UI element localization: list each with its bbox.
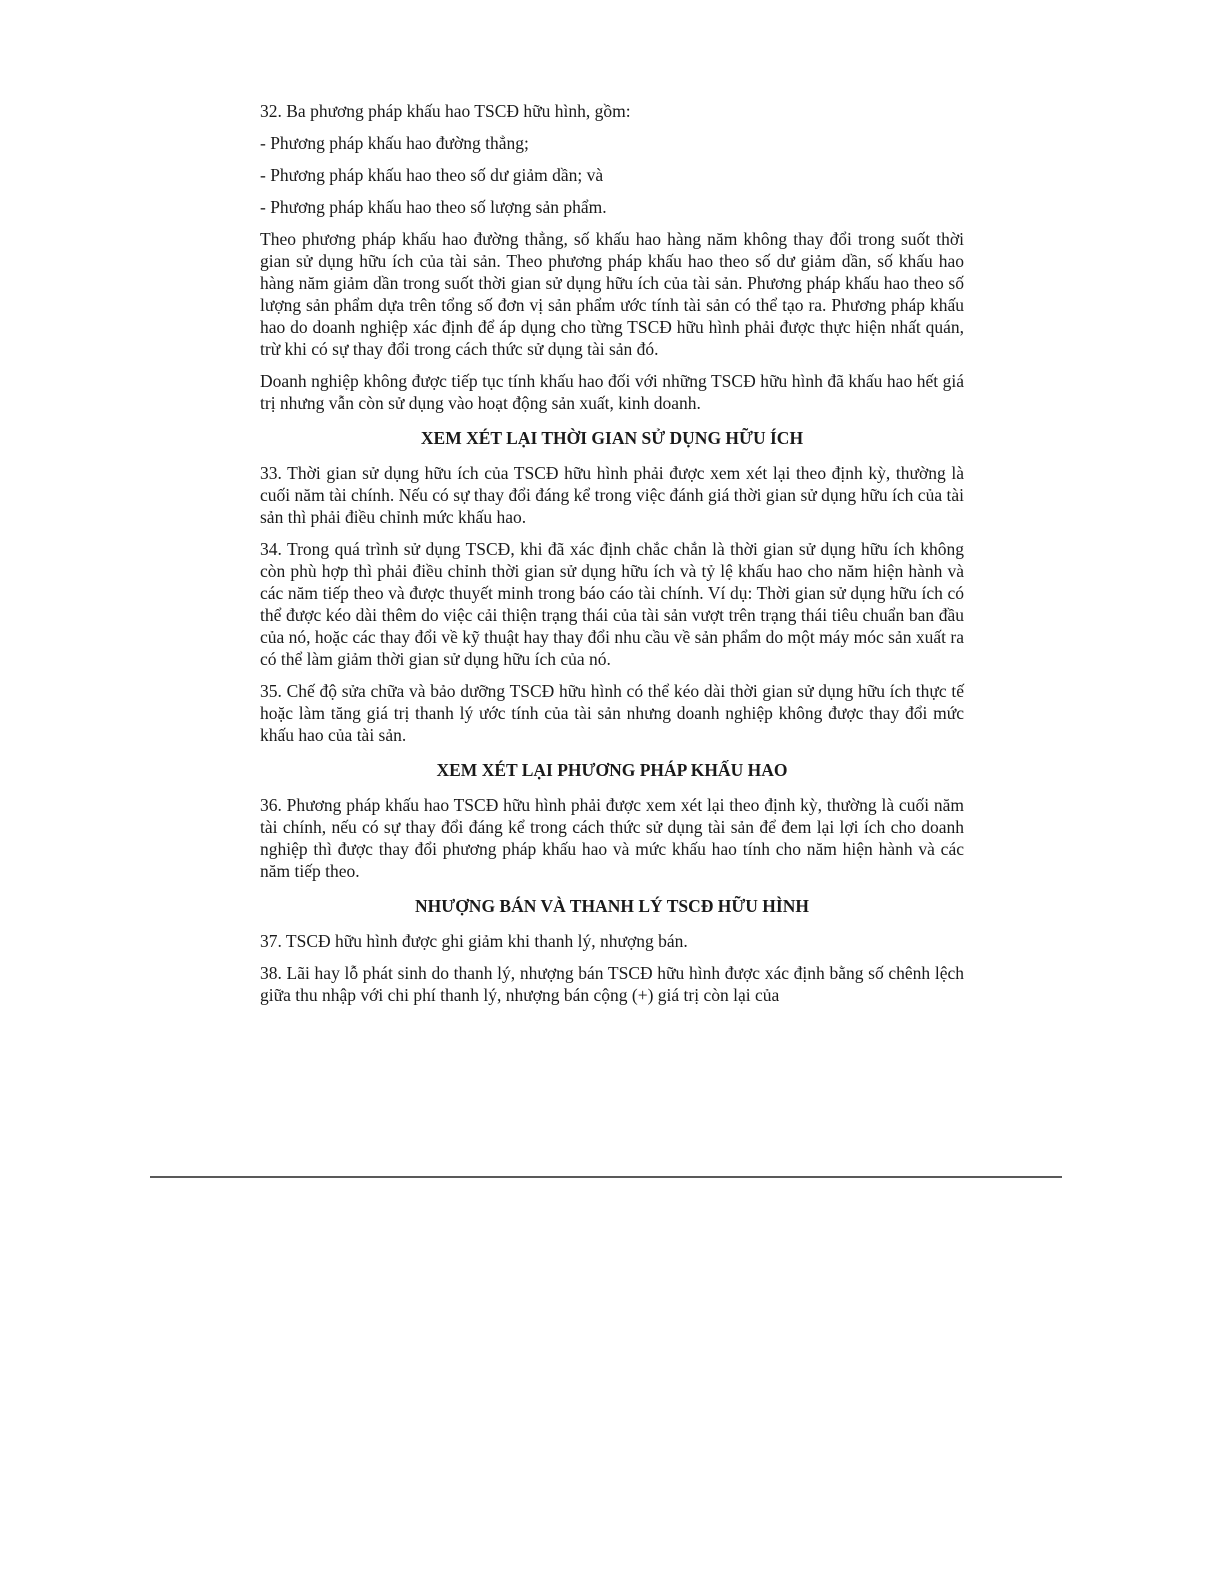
list-item-units-of-production: - Phương pháp khấu hao theo số lượng sản phẩm. xyxy=(260,197,607,217)
section-heading-depreciation-method-review: XEM XÉT LẠI PHƯƠNG PHÁP KHẤU HAO xyxy=(436,760,788,780)
section-heading-disposal: NHƯỢNG BÁN VÀ THANH LÝ TSCĐ HỮU HÌNH xyxy=(415,896,809,916)
document-content xyxy=(260,100,964,1016)
paragraph-34: 34. Trong quá trình sử dụng TSCĐ, khi đã xác định chắc chắn là thời gian sử dụng hữu ích không còn phù hợp thì phải điều chỉnh thời gian sử dụng hữu ích và tỷ lệ khấu hao cho năm hiện hành và các năm tiếp theo và được thuyết minh trong báo cáo tài chính. Ví dụ: Thời gian sử dụng hữu ích có thể được kéo dài thêm do việc cải thiện trạng thái của tài sản vượt trên trạng thái tiêu chuẩn ban đầu của nó, hoặc các thay đổi về kỹ thuật hay thay đổi nhu cầu về sản phẩm do một máy móc sản xuất ra có thể làm giảm thời gian sử dụng hữu ích của nó. xyxy=(260,539,964,669)
paragraph-37: 37. TSCĐ hữu hình được ghi giảm khi thanh lý, nhượng bán. xyxy=(260,931,688,951)
paragraph-36: 36. Phương pháp khấu hao TSCĐ hữu hình phải được xem xét lại theo định kỳ, thường là cuối năm tài chính, nếu có sự thay đổi đáng kể trong cách thức sử dụng tài sản để đem lại lợi ích cho doanh nghiệp thì được thay đổi phương pháp khấu hao và mức khấu hao tính cho năm hiện hành và các năm tiếp theo. xyxy=(260,795,964,881)
list-item-declining-balance: - Phương pháp khấu hao theo số dư giảm dần; và xyxy=(260,165,604,185)
paragraph-35: 35. Chế độ sửa chữa và bảo dưỡng TSCĐ hữu hình có thể kéo dài thời gian sử dụng hữu ích thực tế hoặc làm tăng giá trị thanh lý ước tính của tài sản nhưng doanh nghiệp không được thay đổi mức khấu hao của tài sản. xyxy=(260,681,964,745)
paragraph-methods-description: Theo phương pháp khấu hao đường thẳng, số khấu hao hàng năm không thay đổi trong suốt thời gian sử dụng hữu ích của tài sản. Theo phương pháp khấu hao theo số dư giảm dần, số khấu hao hàng năm giảm dần trong suốt thời gian sử dụng hữu ích của tài sản. Phương pháp khấu hao theo số lượng sản phẩm dựa trên tổng số đơn vị sản phẩm ước tính tài sản có thể tạo ra. Phương pháp khấu hao do doanh nghiệp xác định để áp dụng cho từng TSCĐ hữu hình phải được thực hiện nhất quán, trừ khi có sự thay đổi trong cách thức sử dụng tài sản đó. xyxy=(260,229,964,359)
paragraph-32: 32. Ba phương pháp khấu hao TSCĐ hữu hình, gồm: xyxy=(260,101,631,121)
paragraph-38: 38. Lãi hay lỗ phát sinh do thanh lý, nhượng bán TSCĐ hữu hình được xác định bằng số chênh lệch giữa thu nhập với chi phí thanh lý, nhượng bán cộng (+) giá trị còn lại của xyxy=(260,963,964,1005)
section-heading-useful-life-review: XEM XÉT LẠI THỜI GIAN SỬ DỤNG HỮU ÍCH xyxy=(420,428,804,448)
paragraph-fully-depreciated: Doanh nghiệp không được tiếp tục tính khấu hao đối với những TSCĐ hữu hình đã khấu hao hết giá trị nhưng vẫn còn sử dụng vào hoạt động sản xuất, kinh doanh. xyxy=(260,371,964,413)
footer-divider xyxy=(150,1176,1062,1178)
list-item-straight-line: - Phương pháp khấu hao đường thẳng; xyxy=(260,133,529,153)
paragraph-33: 33. Thời gian sử dụng hữu ích của TSCĐ hữu hình phải được xem xét lại theo định kỳ, thường là cuối năm tài chính. Nếu có sự thay đổi đáng kể trong việc đánh giá thời gian sử dụng hữu ích của tài sản thì phải điều chỉnh mức khấu hao. xyxy=(260,463,964,527)
